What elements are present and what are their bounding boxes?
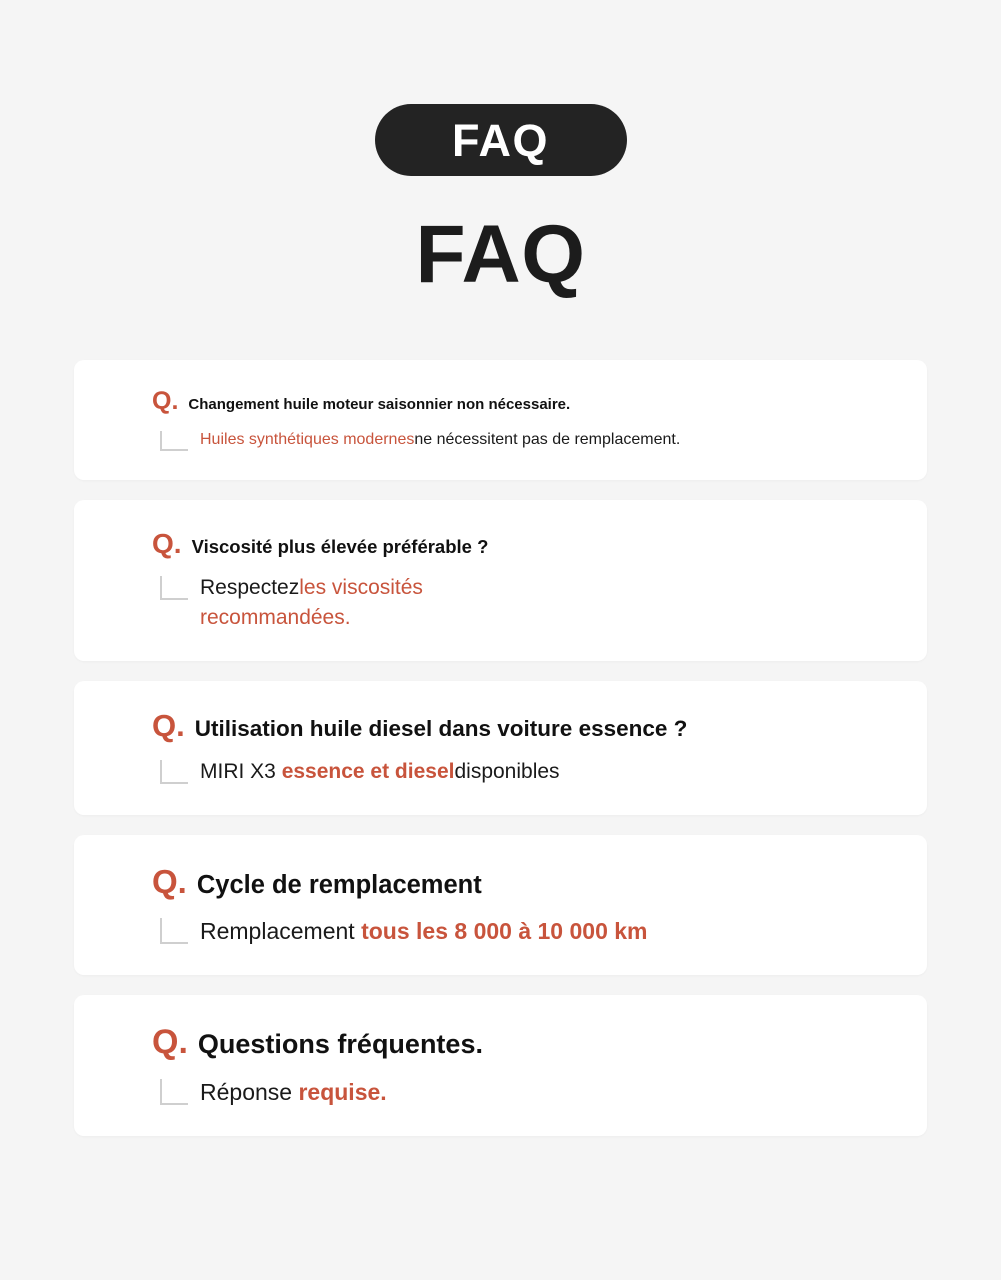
faq-item[interactable] xyxy=(74,835,927,975)
faq-question-text: Viscosité plus élevée préférable ? xyxy=(191,536,489,558)
page-header xyxy=(0,0,1001,298)
faq-answer-text xyxy=(200,915,648,948)
answer-connector-icon xyxy=(160,431,188,451)
faq-question-text: Utilisation huile diesel dans voiture essence ? xyxy=(194,715,688,741)
answer-plain: MIRI X3 xyxy=(200,760,282,784)
answer-connector-icon xyxy=(160,576,188,600)
answer-plain: ne nécessitent pas de remplacement. xyxy=(414,431,681,449)
faq-badge: FAQ xyxy=(375,104,627,176)
faq-question-text: Cycle de remplacement xyxy=(196,871,482,900)
answer-highlight: essence et diesel xyxy=(281,760,455,784)
answer-plain-tail: disponibles xyxy=(454,760,560,784)
answer-highlight: requise. xyxy=(298,1078,387,1105)
answer-plain: Respectez xyxy=(200,576,300,600)
faq-question-row xyxy=(152,526,893,561)
faq-item[interactable] xyxy=(74,995,927,1136)
answer-plain: Réponse xyxy=(200,1078,299,1105)
answer-plain: Remplacement xyxy=(200,917,362,944)
faq-question-text: Questions fréquentes. xyxy=(197,1029,483,1060)
faq-answer-text xyxy=(200,757,560,787)
faq-question-row xyxy=(152,861,893,902)
faq-question-text: Changement huile moteur saisonnier non nécessaire. xyxy=(188,396,571,414)
answer-connector-icon xyxy=(160,1079,188,1105)
faq-answer-text xyxy=(200,1076,387,1109)
faq-answer-row xyxy=(152,429,893,452)
answer-connector-icon xyxy=(160,918,188,944)
question-marker-icon: Q. xyxy=(152,528,182,560)
faq-item[interactable] xyxy=(74,500,927,661)
faq-question-row xyxy=(152,707,893,746)
faq-answer-text xyxy=(200,573,530,633)
faq-question-row xyxy=(152,386,893,417)
question-marker-icon: Q. xyxy=(152,1023,188,1062)
answer-highlight: tous les 8 000 à 10 000 km xyxy=(361,917,648,944)
faq-item[interactable] xyxy=(74,681,927,816)
answer-highlight: Huiles synthétiques modernes xyxy=(200,431,415,449)
question-marker-icon: Q. xyxy=(152,707,185,743)
page-title: FAQ xyxy=(415,209,586,300)
faq-list xyxy=(74,360,927,1136)
faq-answer-row xyxy=(152,573,893,633)
answer-highlight: les viscosités recommandées. xyxy=(200,576,423,629)
question-marker-icon: Q. xyxy=(152,863,187,901)
faq-item[interactable] xyxy=(74,360,927,480)
faq-answer-row xyxy=(152,757,893,787)
faq-answer-row xyxy=(152,915,893,948)
faq-answer-row xyxy=(152,1076,893,1109)
faq-question-row xyxy=(152,1021,893,1064)
faq-answer-text xyxy=(200,429,680,452)
answer-connector-icon xyxy=(160,760,188,784)
question-marker-icon: Q. xyxy=(152,387,179,416)
